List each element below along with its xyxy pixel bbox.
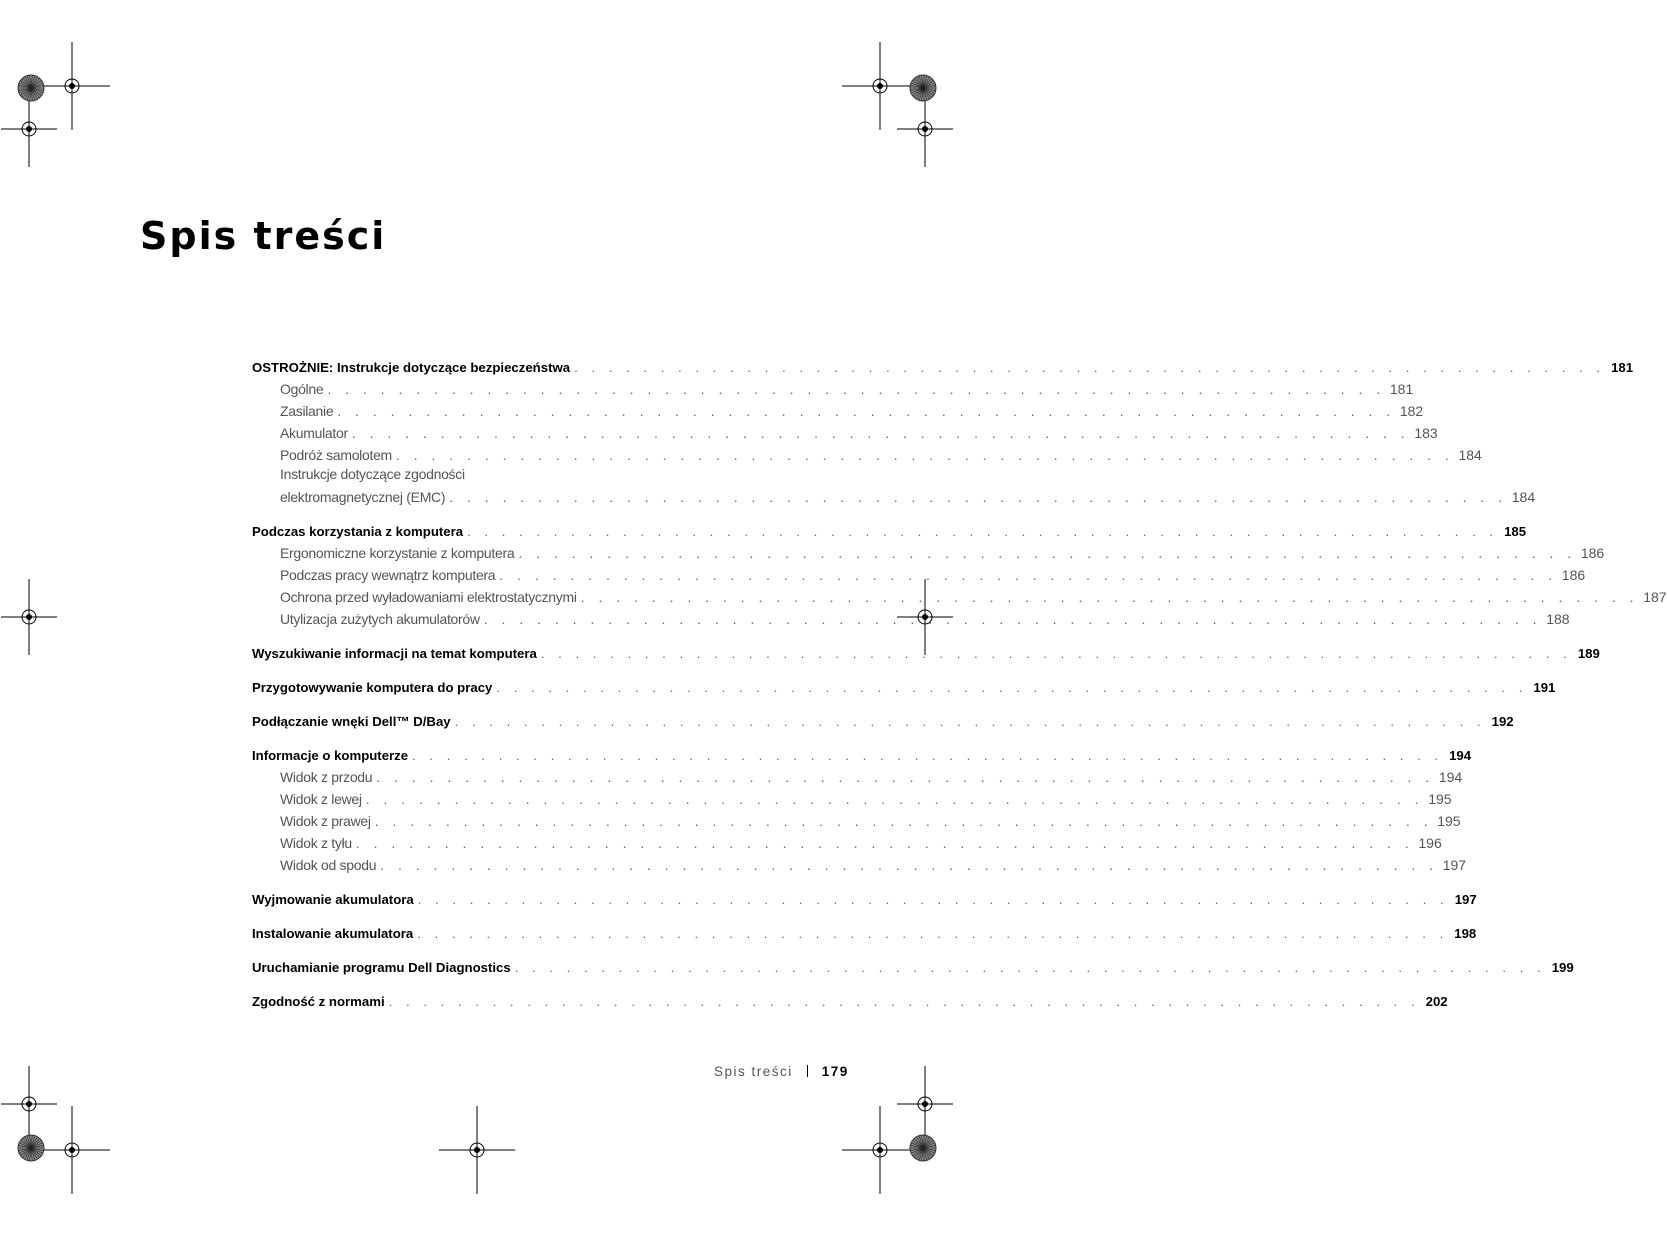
toc-entry-label: Instrukcje dotyczące zgodności [280,466,465,482]
toc-subsection-entry[interactable] [252,539,1605,561]
toc-section-entry[interactable] [252,987,1448,1009]
footer-separator [807,1065,808,1077]
toc-entry-label: Widok z tyłu [280,835,352,851]
toc-page-number: 197 [1442,857,1467,873]
toc-subsection-entry[interactable] [252,763,1463,785]
toc-section-entry[interactable] [252,639,1600,661]
toc-page-number: 192 [1491,714,1514,729]
dot-leader: . . . . . . . . . . . . . . . . . . . . . . . . . . . . . . . . . . . . . . . . . . . . . . . . . . . . . . . . . . . . [417,926,1449,941]
toc-page-number: 186 [1580,545,1605,561]
toc-subsection-entry[interactable] [252,375,1414,397]
table-of-contents [252,353,1667,1009]
toc-section-entry[interactable] [252,885,1477,907]
toc-section-entry[interactable] [252,353,1634,375]
dot-leader: . . . . . . . . . . . . . . . . . . . . . . . . . . . . . . . . . . . . . . . . . . . . . . . . . . . . . . . . . . . . [337,403,1396,419]
toc-entry-label: Utylizacja zużytych akumulatorów [280,611,480,627]
dot-leader: . . . . . . . . . . . . . . . . . . . . . . . . . . . . . . . . . . . . . . . . . . . . . . . . . . . . . . . . . . . . [327,381,1386,397]
dot-leader: . . . . . . . . . . . . . . . . . . . . . . . . . . . . . . . . . . . . . . . . . . . . . . . . . . . . . . . . . . . . [412,748,1444,763]
toc-page-number: 198 [1454,926,1477,941]
dot-leader: . . . . . . . . . . . . . . . . . . . . . . . . . . . . . . . . . . . . . . . . . . . . . . . . . . . . . . . . . . . . [395,447,1454,463]
toc-subsection-entry[interactable] [252,605,1570,627]
dot-leader: . . . . . . . . . . . . . . . . . . . . . . . . . . . . . . . . . . . . . . . . . . . . . . . . . . . . . . . . . . . . [355,835,1414,851]
toc-entry-label: Widok z przodu [280,769,373,785]
toc-subsection-entry[interactable] [252,397,1424,419]
toc-entry-label: Podłączanie wnęki Dell™ D/Bay [252,714,451,729]
toc-page-number: 195 [1437,813,1461,829]
toc-section-entry[interactable] [252,953,1574,975]
toc-subsection-entry[interactable] [252,807,1461,829]
dot-leader: . . . . . . . . . . . . . . . . . . . . . . . . . . . . . . . . . . . . . . . . . . . . . . . . . . . . . . . . . . . . [351,425,1410,441]
page-title: Spis treści [140,214,387,258]
toc-page-number: 189 [1577,646,1600,661]
dot-leader: . . . . . . . . . . . . . . . . . . . . . . . . . . . . . . . . . . . . . . . . . . . . . . . . . . . . . . . . . . . . [388,994,1420,1009]
toc-entry-label: Widok od spodu [280,857,377,873]
toc-entry-label: Wyszukiwanie informacji na temat komputera [252,646,537,661]
toc-page-number: 195 [1428,791,1452,807]
toc-page-number: 184 [1458,447,1482,463]
toc-entry-label: Uruchamianie programu Dell Diagnostics [252,960,511,975]
toc-entry-label: Ochrona przed wyładowaniami elektrostatycznymi [280,589,577,605]
toc-entry-label: Informacje o komputerze [252,748,409,763]
toc-subsection-entry[interactable] [252,441,1482,463]
toc-page-number: 181 [1611,360,1634,375]
dot-leader: . . . . . . . . . . . . . . . . . . . . . . . . . . . . . . . . . . . . . . . . . . . . . . . . . . . . . . . . . . . . [496,680,1528,695]
toc-page-number: 202 [1425,994,1448,1009]
footer-page-number: 179 [821,1063,849,1079]
toc-subsection-entry[interactable] [252,583,1667,605]
dot-leader: . . . . . . . . . . . . . . . . . . . . . . . . . . . . . . . . . . . . . . . . . . . . . . . . . . . . . . . . . . . . [454,714,1486,729]
toc-subsection-entry[interactable] [252,785,1452,807]
footer-section-label: Spis treści [714,1063,793,1079]
toc-entry-label: Widok z prawej [280,813,371,829]
toc-page-number: 188 [1546,611,1570,627]
toc-page-number: 199 [1551,960,1574,975]
toc-entry-label: Instalowanie akumulatora [252,926,414,941]
toc-entry-label: Zgodność z normami [252,994,385,1009]
toc-entry-label: Akumulator [280,425,348,441]
toc-entry-label: Podróż samolotem [280,447,392,463]
dot-leader: . . . . . . . . . . . . . . . . . . . . . . . . . . . . . . . . . . . . . . . . . . . . . . . . . . . . . . . . . . . . [540,646,1572,661]
toc-entry-label: Widok z lewej [280,791,362,807]
dot-leader: . . . . . . . . . . . . . . . . . . . . . . . . . . . . . . . . . . . . . . . . . . . . . . . . . . . . . . . . . . . . [374,813,1433,829]
toc-page-number: 186 [1561,567,1586,583]
toc-entry-label: Zasilanie [280,403,334,419]
toc-section-entry[interactable] [252,919,1477,941]
dot-leader: . . . . . . . . . . . . . . . . . . . . . . . . . . . . . . . . . . . . . . . . . . . . . . . . . . . . . . . . . . . . [449,489,1508,505]
toc-page-number: 184 [1511,489,1536,505]
toc-entry-label: Przygotowywanie komputera do pracy [252,680,493,695]
toc-entry-label: OSTROŻNIE: Instrukcje dotyczące bezpieczeństwa [252,360,571,375]
page-footer [714,1060,849,1082]
toc-entry-label: Ogólne [280,381,324,397]
toc-page-number: 194 [1438,769,1463,785]
toc-page-number: 191 [1533,680,1556,695]
dot-leader: . . . . . . . . . . . . . . . . . . . . . . . . . . . . . . . . . . . . . . . . . . . . . . . . . . . . . . . . . . . . [499,567,1558,583]
toc-entry-label: Wyjmowanie akumulatora [252,892,414,907]
toc-page-number: 185 [1504,524,1527,539]
dot-leader: . . . . . . . . . . . . . . . . . . . . . . . . . . . . . . . . . . . . . . . . . . . . . . . . . . . . . . . . . . . . [376,769,1435,785]
toc-entry-label: Podczas pracy wewnątrz komputera [280,567,496,583]
dot-leader: . . . . . . . . . . . . . . . . . . . . . . . . . . . . . . . . . . . . . . . . . . . . . . . . . . . . . . . . . . . . [574,360,1606,375]
dot-leader: . . . . . . . . . . . . . . . . . . . . . . . . . . . . . . . . . . . . . . . . . . . . . . . . . . . . . . . . . . . . [483,611,1542,627]
dot-leader: . . . . . . . . . . . . . . . . . . . . . . . . . . . . . . . . . . . . . . . . . . . . . . . . . . . . . . . . . . . . [518,545,1577,561]
toc-page-number: 187 [1643,589,1667,605]
toc-subsection-entry[interactable] [252,419,1438,441]
toc-section-entry[interactable] [252,707,1514,729]
toc-section-entry[interactable] [252,673,1556,695]
toc-entry-label: elektromagnetycznej (EMC) [280,489,446,505]
toc-page-number: 183 [1414,425,1438,441]
toc-subsection-entry[interactable] [252,485,1536,505]
dot-leader: . . . . . . . . . . . . . . . . . . . . . . . . . . . . . . . . . . . . . . . . . . . . . . . . . . . . . . . . . . . . [365,791,1424,807]
toc-page-number: 182 [1399,403,1424,419]
dot-leader: . . . . . . . . . . . . . . . . . . . . . . . . . . . . . . . . . . . . . . . . . . . . . . . . . . . . . . . . . . . . [514,960,1546,975]
toc-entry-label: Ergonomiczne korzystanie z komputera [280,545,515,561]
toc-page-number: 194 [1449,748,1472,763]
toc-section-entry[interactable] [252,517,1527,539]
dot-leader: . . . . . . . . . . . . . . . . . . . . . . . . . . . . . . . . . . . . . . . . . . . . . . . . . . . . . . . . . . . . [467,524,1499,539]
toc-section-entry[interactable] [252,741,1472,763]
dot-leader: . . . . . . . . . . . . . . . . . . . . . . . . . . . . . . . . . . . . . . . . . . . . . . . . . . . . . . . . . . . . [417,892,1449,907]
toc-subsection-entry[interactable] [252,851,1467,873]
toc-subsection-entry[interactable] [252,829,1442,851]
toc-page-number: 196 [1418,835,1442,851]
toc-page-number: 197 [1454,892,1477,907]
dot-leader: . . . . . . . . . . . . . . . . . . . . . . . . . . . . . . . . . . . . . . . . . . . . . . . . . . . . . . . . . . . . [580,589,1639,605]
toc-entry-label: Podczas korzystania z komputera [252,524,464,539]
toc-subsection-entry[interactable] [252,561,1586,583]
dot-leader: . . . . . . . . . . . . . . . . . . . . . . . . . . . . . . . . . . . . . . . . . . . . . . . . . . . . . . . . . . . . [380,857,1439,873]
toc-page-number: 181 [1389,381,1414,397]
